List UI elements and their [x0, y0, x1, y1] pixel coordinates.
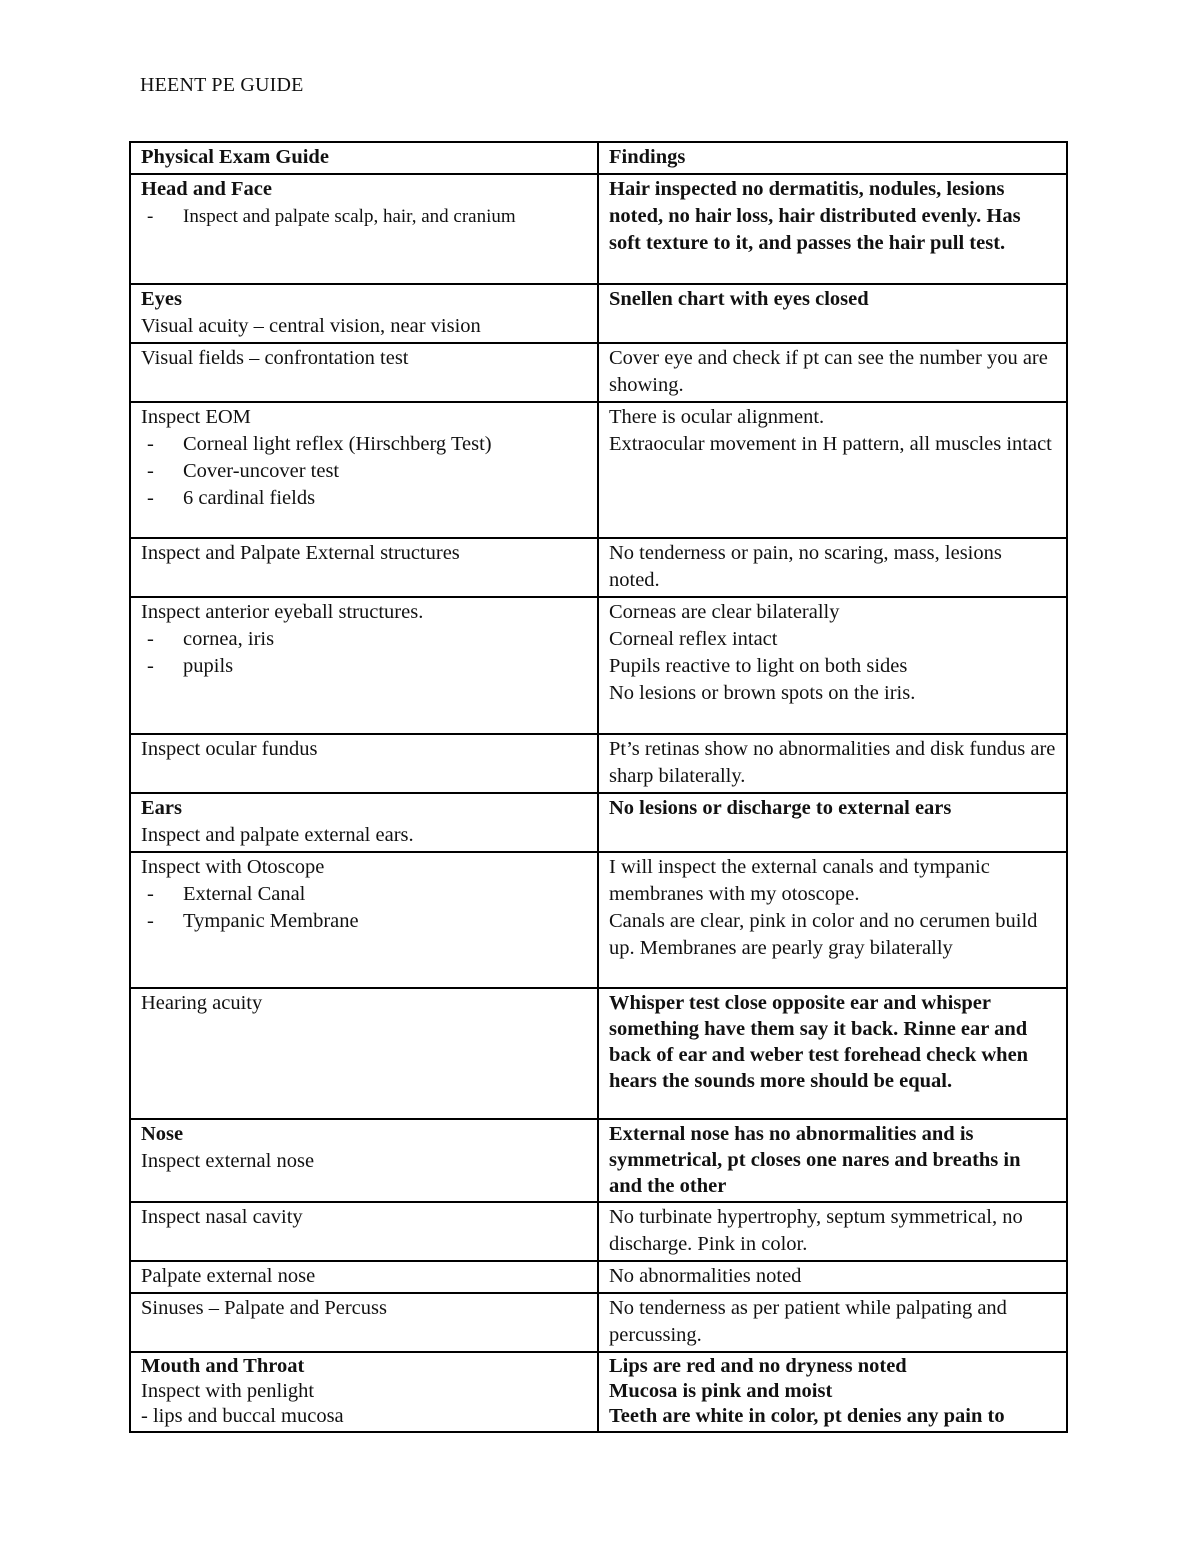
table-row [130, 538, 1067, 597]
guide-line: Inspect nasal cavity [141, 1206, 303, 1228]
guide-bullet: - cornea, iris [141, 626, 587, 653]
findings-cell [598, 988, 1067, 1119]
finding-text: Extraocular movement in H pattern, all muscles intact [609, 433, 1052, 455]
exam-table [129, 141, 1068, 1433]
section-heading: Ears [141, 797, 182, 819]
finding-text: Whisper test close opposite ear and whisper something have them say it back. Rinne ear and back of ear and weber test forehead check when hears the sounds more should be equal. [609, 992, 1029, 1092]
finding-text: No lesions or discharge to external ears [609, 797, 952, 819]
finding-text: There is ocular alignment. [609, 406, 825, 428]
findings-cell [598, 852, 1067, 988]
finding-text: Canals are clear, pink in color and no cerumen build up. Membranes are pearly gray bilaterally [609, 910, 1038, 959]
guide-cell [130, 538, 598, 597]
guide-bullet: - pupils [141, 653, 587, 680]
finding-text: Corneas are clear bilaterally [609, 601, 840, 623]
table-row [130, 734, 1067, 793]
finding-text: Snellen chart with eyes closed [609, 288, 869, 310]
guide-cell [130, 1261, 598, 1293]
table-row [130, 343, 1067, 402]
finding-text: No lesions or brown spots on the iris. [609, 682, 916, 704]
guide-cell [130, 1119, 598, 1202]
finding-text: Pupils reactive to light on both sides [609, 655, 908, 677]
guide-bullet: - External Canal [141, 881, 587, 908]
findings-cell [598, 1293, 1067, 1352]
column-header-findings: Findings [598, 142, 1067, 174]
table-row [130, 988, 1067, 1119]
table-row [130, 1119, 1067, 1202]
table-row [130, 597, 1067, 734]
findings-cell [598, 597, 1067, 734]
guide-line: Inspect ocular fundus [141, 738, 318, 760]
section-heading: Head and Face [141, 178, 272, 200]
document-title: HEENT PE GUIDE [140, 74, 304, 96]
findings-cell [598, 402, 1067, 538]
guide-line: Hearing acuity [141, 992, 263, 1014]
table-row [130, 1352, 1067, 1432]
guide-line: Inspect and palpate external ears. [141, 824, 414, 846]
section-heading: Mouth and Throat [141, 1355, 305, 1377]
finding-text: Cover eye and check if pt can see the number you are showing. [609, 347, 1048, 396]
findings-cell [598, 793, 1067, 852]
guide-cell [130, 1352, 598, 1432]
finding-text: No turbinate hypertrophy, septum symmetrical, no discharge. Pink in color. [609, 1206, 1023, 1255]
guide-bullet: - 6 cardinal fields [141, 485, 587, 512]
guide-cell [130, 343, 598, 402]
finding-text: Teeth are white in color, pt denies any pain to [609, 1405, 1005, 1427]
guide-bullet: - Inspect and palpate scalp, hair, and cranium [141, 203, 587, 230]
finding-text: Pt’s retinas show no abnormalities and disk fundus are sharp bilaterally. [609, 738, 1056, 787]
table-row [130, 284, 1067, 343]
guide-cell [130, 1202, 598, 1261]
finding-text: No tenderness as per patient while palpating and percussing. [609, 1297, 1007, 1346]
section-heading: Nose [141, 1123, 184, 1145]
section-heading: Eyes [141, 288, 182, 310]
table-row [130, 1202, 1067, 1261]
findings-cell [598, 1352, 1067, 1432]
table-row [130, 1293, 1067, 1352]
column-header-guide: Physical Exam Guide [130, 142, 598, 174]
guide-cell [130, 988, 598, 1119]
finding-text: I will inspect the external canals and tympanic membranes with my otoscope. [609, 856, 990, 905]
finding-text: No abnormalities noted [609, 1265, 802, 1287]
guide-cell [130, 402, 598, 538]
guide-line: Inspect with penlight [141, 1380, 315, 1402]
finding-text: Lips are red and no dryness noted [609, 1355, 907, 1377]
table-row [130, 1261, 1067, 1293]
guide-line: Inspect external nose [141, 1150, 315, 1172]
findings-cell [598, 284, 1067, 343]
guide-line: Palpate external nose [141, 1265, 316, 1287]
guide-bullet: - Tympanic Membrane [141, 908, 587, 935]
table-header-row [130, 142, 1067, 174]
findings-cell [598, 174, 1067, 284]
finding-text: External nose has no abnormalities and is symmetrical, pt closes one nares and breaths in and the other [609, 1123, 1021, 1197]
guide-line: Sinuses – Palpate and Percuss [141, 1297, 387, 1319]
guide-bullet: - Corneal light reflex (Hirschberg Test) [141, 431, 587, 458]
table-row [130, 793, 1067, 852]
finding-text: Hair inspected no dermatitis, nodules, lesions noted, no hair loss, hair distributed evenly. Has soft texture to it, and passes the hair pull test. [609, 178, 1021, 254]
findings-cell [598, 1119, 1067, 1202]
finding-text: Mucosa is pink and moist [609, 1380, 833, 1402]
findings-cell [598, 1202, 1067, 1261]
guide-line: Inspect EOM [141, 406, 251, 428]
guide-cell [130, 284, 598, 343]
findings-cell [598, 734, 1067, 793]
guide-cell [130, 793, 598, 852]
guide-line: Visual fields – confrontation test [141, 347, 409, 369]
guide-line: Visual acuity – central vision, near vision [141, 315, 481, 337]
finding-text: No tenderness or pain, no scaring, mass, lesions noted. [609, 542, 1002, 591]
guide-cell [130, 1293, 598, 1352]
table-row [130, 174, 1067, 284]
guide-cell [130, 734, 598, 793]
guide-line: Inspect and Palpate External structures [141, 542, 460, 564]
findings-cell [598, 538, 1067, 597]
guide-line: Inspect with Otoscope [141, 856, 325, 878]
guide-line: Inspect anterior eyeball structures. [141, 601, 424, 623]
table-row [130, 852, 1067, 988]
finding-text: Corneal reflex intact [609, 628, 778, 650]
guide-cell [130, 174, 598, 284]
findings-cell [598, 343, 1067, 402]
table-row [130, 402, 1067, 538]
guide-line: - lips and buccal mucosa [141, 1405, 344, 1427]
guide-bullet: - Cover-uncover test [141, 458, 587, 485]
guide-cell [130, 852, 598, 988]
findings-cell [598, 1261, 1067, 1293]
guide-cell [130, 597, 598, 734]
